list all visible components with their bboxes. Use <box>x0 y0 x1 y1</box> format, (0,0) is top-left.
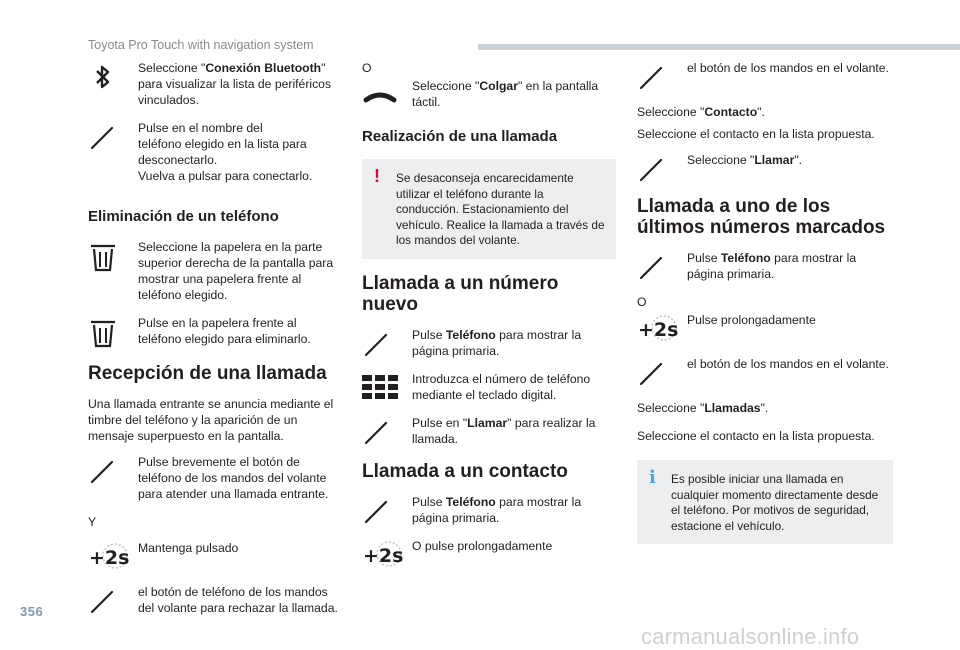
step-answer: Pulse brevemente el botón de teléfono de los mandos del volante para atender una llamada entrante. <box>88 454 340 502</box>
step-contact-1: Pulse Teléfono para mostrar la página primaria. <box>362 494 616 526</box>
hang-up-icon <box>362 78 412 110</box>
trash-icon <box>88 239 138 273</box>
recent-heading: Llamada a uno de los últimos números marcados <box>637 196 886 238</box>
receive-heading: Recepción de una llamada <box>88 363 327 384</box>
or-label: O <box>362 61 372 75</box>
and-label: Y <box>88 515 97 529</box>
svg-text:+2s: +2s <box>638 319 679 341</box>
tap-icon <box>88 584 138 616</box>
choose-contact-2: Seleccione el contacto en la lista propuesta. <box>637 429 875 443</box>
step-bluetooth: Seleccione "Conexión Bluetooth" para visualizar la lista de periféricos vinculados. <box>88 60 340 108</box>
tap-icon <box>88 120 138 152</box>
long-press-icon <box>362 538 412 570</box>
tap-icon <box>637 152 687 184</box>
watermark: carmanualsonline.info <box>641 624 860 649</box>
step-wheel-1: el botón de los mandos en el volante. <box>637 60 893 92</box>
choose-contact: Seleccione el contacto en la lista propuesta. <box>637 127 875 141</box>
warning-icon: ! <box>374 166 380 186</box>
warning-box: ! Se desaconseja encarecidamente utilizar el teléfono durante la conducción. Estacionamiento del vehículo. Realice la llamada a través de los mandos del volante. <box>362 159 616 259</box>
keypad-icon <box>362 371 412 403</box>
step-call: Seleccione "Llamar". <box>637 152 893 184</box>
tap-icon <box>637 60 687 92</box>
header-rule <box>478 44 960 50</box>
bluetooth-icon <box>88 60 138 92</box>
trash-icon <box>88 315 138 349</box>
step-wheel-2: el botón de los mandos en el volante. <box>637 356 893 388</box>
column-2 <box>362 60 616 582</box>
receive-intro: Una llamada entrante se anuncia mediante el timbre del teléfono y la aparición de un mensaje superpuesto en la pantalla. <box>88 397 334 443</box>
contact-heading: Llamada a un contacto <box>362 460 568 482</box>
make-call-heading: Realización de una llamada <box>362 128 558 145</box>
info-icon: i <box>649 467 656 488</box>
step-new-1: Pulse Teléfono para mostrar la página primaria. <box>362 327 616 359</box>
or-label-2: O <box>637 295 647 309</box>
svg-text:+2s: +2s <box>89 547 130 569</box>
page-number: 356 <box>20 604 44 619</box>
tap-icon <box>637 250 687 282</box>
new-number-heading: Llamada a un número nuevo <box>362 272 559 315</box>
step-delete-1: Seleccione la papelera en la parte superior derecha de la pantalla para mostrar una papelera frente al teléfono elegido. <box>88 239 340 303</box>
step-contact-2: +2s O pulse prolongadamente <box>362 538 616 570</box>
svg-text:+2s: +2s <box>363 544 404 567</box>
step-long-press: +2s Pulse prolongadamente <box>637 312 893 344</box>
step-hold: +2s Mantenga pulsado <box>88 540 340 572</box>
step-hangup: Seleccione "Colgar" en la pantalla táctil. <box>362 78 616 110</box>
info-box: i Es posible iniciar una llamada en cualquier momento directamente desde el teléfono. Por motivos de seguridad, estacione el vehículo. <box>637 460 893 544</box>
tap-icon <box>362 327 412 359</box>
step-reject: el botón de teléfono de los mandos del volante para rechazar la llamada. <box>88 584 340 616</box>
step-new-3: Pulse en "Llamar" para realizar la llamada. <box>362 415 616 447</box>
delete-heading: Eliminación de un teléfono <box>88 208 279 225</box>
step-delete-2: Pulse en la papelera frente al teléfono elegido para eliminarlo. <box>88 315 340 349</box>
tap-icon <box>88 454 138 486</box>
long-press-icon <box>88 540 138 572</box>
column-3 <box>637 60 893 558</box>
step-new-2: Introduzca el número de teléfono mediante el teclado digital. <box>362 371 616 403</box>
tap-icon <box>362 415 412 447</box>
column-1 <box>88 60 340 628</box>
step-recent-1: Pulse Teléfono para mostrar la página primaria. <box>637 250 893 282</box>
long-press-icon <box>637 312 687 344</box>
tap-icon <box>637 356 687 388</box>
tap-icon <box>362 494 412 526</box>
step-disconnect: Pulse en el nombre del teléfono elegido en la lista para desconectarlo. Vuelva a pulsar para conectarlo. <box>88 120 340 184</box>
select-calls: Seleccione "Llamadas". <box>637 401 769 415</box>
header-title: Toyota Pro Touch with navigation system <box>88 38 314 52</box>
select-contact: Seleccione "Contacto". <box>637 105 765 119</box>
